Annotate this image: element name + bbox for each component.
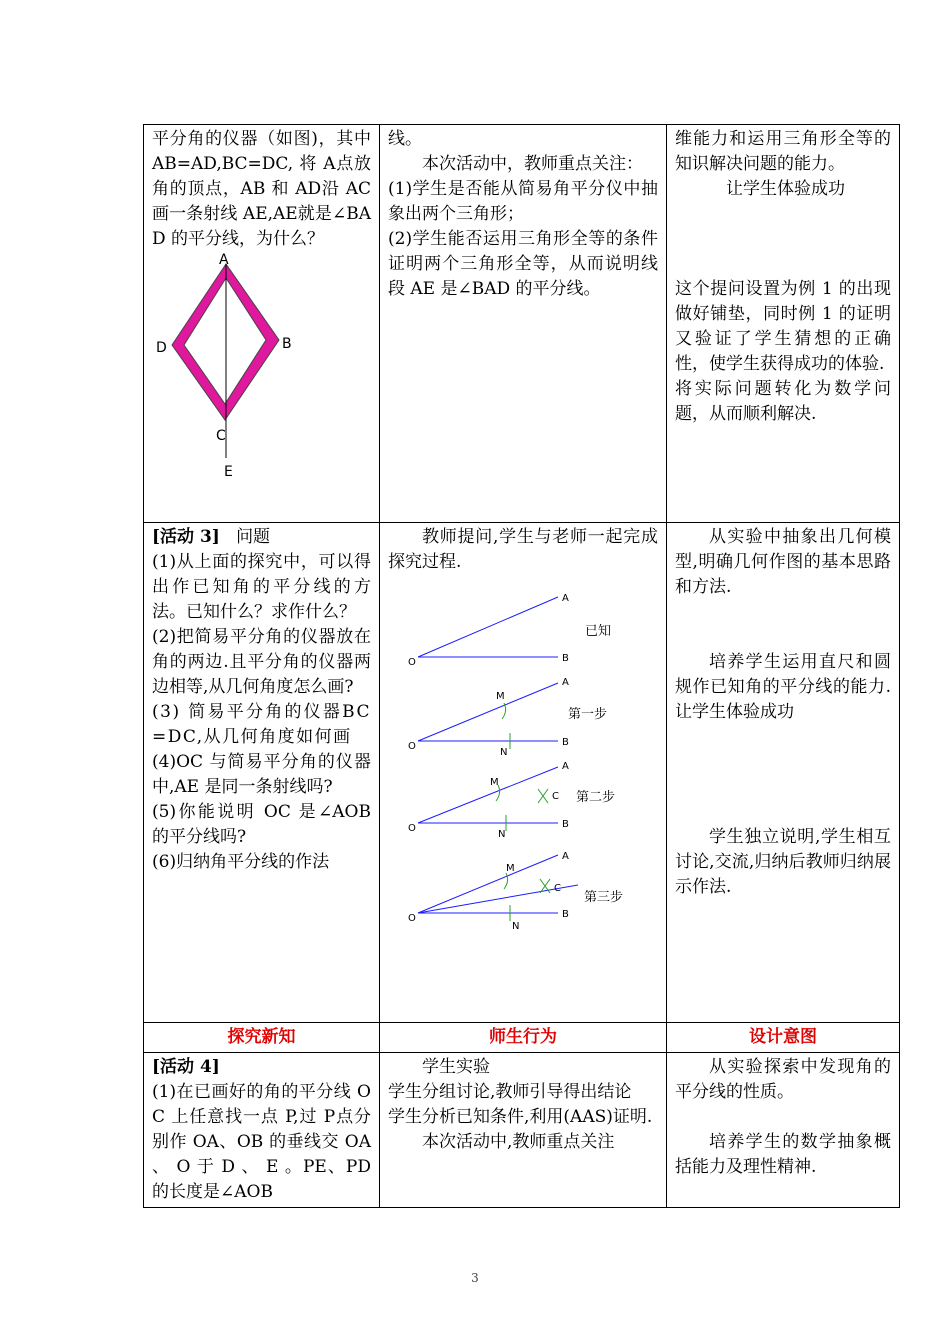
step-given xyxy=(408,593,611,668)
angle-bisector-instrument-figure xyxy=(154,252,304,478)
r2-c2-text: 教师提问,学生与老师一起完成探究过程. xyxy=(388,527,658,572)
svg-text:N: N xyxy=(498,829,506,840)
svg-text:B: B xyxy=(562,819,569,830)
r1-c3-p1: 维能力和运用三角形全等的知识解决问题的能力。 xyxy=(675,129,891,174)
step-three xyxy=(408,851,623,932)
step-two xyxy=(408,761,615,840)
activity-3-title: [活动 3] xyxy=(152,527,220,547)
r1-c2-p1: 线。 xyxy=(388,129,422,149)
label-c: C xyxy=(216,428,226,444)
row-activity-4 xyxy=(144,1053,900,1208)
label-d: D xyxy=(156,340,167,356)
svg-text:第三步: 第三步 xyxy=(584,890,624,905)
svg-text:B: B xyxy=(562,737,569,748)
activity-4-title: [活动 4] xyxy=(152,1057,220,1077)
r1-c3-p4: 将实际问题转化为数学问题，从而顺利解决. xyxy=(675,379,891,424)
svg-text:A: A xyxy=(562,761,569,772)
instrument-inner xyxy=(184,278,266,404)
construction-steps-figure xyxy=(388,577,658,952)
svg-text:A: A xyxy=(562,593,569,604)
svg-text:M: M xyxy=(490,777,499,788)
cell-r2-c3 xyxy=(667,523,900,1023)
r3-c3-p1: 从实验探索中发现角的平分线的性质。 xyxy=(675,1057,891,1102)
svg-text:C: C xyxy=(552,791,559,802)
cell-r1-c1 xyxy=(144,125,380,523)
r2-c3-p1: 从实验中抽象出几何模型,明确几何作图的基本思路和方法. xyxy=(675,527,891,597)
svg-text:B: B xyxy=(562,909,569,920)
svg-text:O: O xyxy=(408,741,416,752)
column-header-row xyxy=(144,1023,900,1053)
cell-r1-c3 xyxy=(667,125,900,523)
cell-r1-c2 xyxy=(380,125,667,523)
r1-c2-p2: 本次活动中，教师重点关注： xyxy=(422,154,643,174)
question-6: (6)归纳角平分线的作法 xyxy=(152,852,330,872)
question-5: (5)你能说明 OC 是∠AOB 的平分线吗? xyxy=(152,802,371,847)
svg-text:N: N xyxy=(512,921,520,932)
svg-text:第一步: 第一步 xyxy=(568,707,608,722)
svg-text:A: A xyxy=(562,677,569,688)
r1-c1-text: 平分角的仪器（如图)，其中 AB=AD,BC=DC, 将 A点放角的顶点，AB 和 AD沿 AC 画一条射线 AE,AE就是∠BAD 的平分线，为什么？ xyxy=(152,129,371,249)
r1-c2-p4: (2)学生能否运用三角形全等的条件证明两个三角形全等，从而说明线段 AE 是∠BAD 的平分线。 xyxy=(388,229,658,299)
svg-text:已知: 已知 xyxy=(585,624,612,639)
question-1: (1)从上面的探究中，可以得出作已知角的平分线的方法。已知什么？求作什么？ xyxy=(152,552,371,622)
question-3: (3) 简易平分角的仪器BC=DC,从几何角度如何画 xyxy=(152,702,371,747)
r1-c3-p2: 让学生体验成功 xyxy=(726,179,845,199)
header-explore: 探究新知 xyxy=(144,1023,380,1053)
r1-c3-p3: 这个提问设置为例 1 的出现做好铺垫，同时例 1 的证明又验证了学生猜想的正确性，使学生获得成功的体验. xyxy=(675,279,891,374)
row-activity-3 xyxy=(144,523,900,1023)
svg-text:M: M xyxy=(506,863,515,874)
header-intent: 设计意图 xyxy=(667,1023,900,1053)
cell-r3-c2 xyxy=(380,1053,667,1208)
label-b: B xyxy=(282,336,292,352)
activity-3-title-suffix: 问题 xyxy=(236,527,271,547)
question-4: (4)OC 与简易平分角的仪器中,AE 是同一条射线吗? xyxy=(152,752,371,797)
svg-text:O: O xyxy=(408,657,416,668)
header-behavior: 师生行为 xyxy=(380,1023,667,1053)
svg-text:B: B xyxy=(562,653,569,664)
r3-c2-p4: 本次活动中,教师重点关注 xyxy=(422,1132,615,1152)
r3-c3-p2: 培养学生的数学抽象概括能力及理性精神. xyxy=(675,1132,891,1177)
svg-text:N: N xyxy=(500,747,508,758)
svg-text:M: M xyxy=(496,691,505,702)
svg-text:A: A xyxy=(562,851,569,862)
r3-c2-p1: 学生实验 xyxy=(422,1057,490,1077)
cell-r3-c1 xyxy=(144,1053,380,1208)
lesson-plan-table xyxy=(143,124,900,1208)
svg-text:O: O xyxy=(408,823,416,834)
activity-3-heading xyxy=(152,525,371,550)
r3-c1-text: (1)在已画好的角的平分线 OC 上任意找一点 P,过 P点分别作 OA、OB 的垂线交 OA 、 O 于 D 、 E 。PE、PD 的长度是∠AOB xyxy=(152,1082,371,1202)
cell-r2-c1 xyxy=(144,523,380,1023)
svg-text:O: O xyxy=(408,913,416,924)
r1-c2-p3: (1)学生是否能从简易角平分仪中抽象出两个三角形； xyxy=(388,179,658,224)
r3-c2-p3: 学生分析已知条件,利用(AAS)证明. xyxy=(388,1107,653,1127)
cell-r3-c3 xyxy=(667,1053,900,1208)
svg-text:C: C xyxy=(554,883,561,894)
label-e: E xyxy=(224,464,233,478)
svg-text:第二步: 第二步 xyxy=(576,790,616,805)
r2-c3-p2: 培养学生运用直尺和圆规作已知角的平分线的能力.让学生体验成功 xyxy=(675,652,891,722)
question-2: (2)把简易平分角的仪器放在角的两边.且平分角的仪器两边相等,从几何角度怎么画? xyxy=(152,627,371,697)
cell-r2-c2 xyxy=(380,523,667,1023)
row-activity-2-continued xyxy=(144,125,900,523)
label-a: A xyxy=(219,252,229,268)
r2-c3-p3: 学生独立说明,学生相互讨论,交流,归纳后教师归纳展示作法. xyxy=(675,827,891,897)
r3-c2-p2: 学生分组讨论,教师引导得出结论 xyxy=(388,1082,632,1102)
step-one xyxy=(408,677,607,758)
page-number: 3 xyxy=(471,1271,479,1285)
